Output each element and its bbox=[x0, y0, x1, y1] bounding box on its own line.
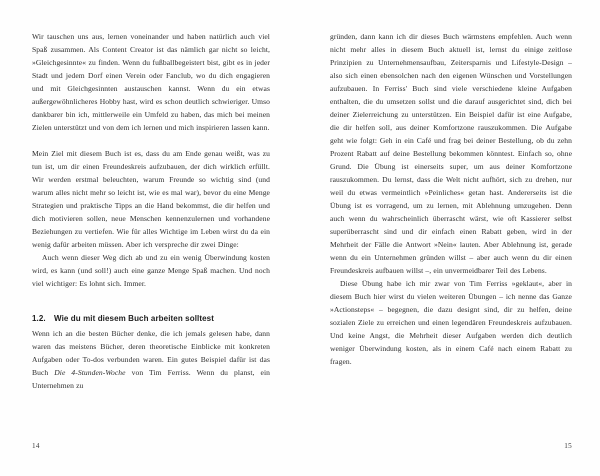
paragraph-left-1: Wir tauschen uns aus, lernen voneinander und haben natürlich auch viel Spaß zusammen. Als Content Creator ist das nämlich gar nicht so leicht, »Gleichgesinnte« zu finden. Wenn du fußballbegeistert bist, gibt es in jeder Stadt und jedem Dorf einen Verein oder Fanclub, wo du dich engagieren und mit Gleichgesinnten austauschen kannst. Wenn du ein etwas außergewöhnlicheres Hobby hast, wird es schon deutlich schwieriger. Umso dankbarer bin ich, mittlerweile ein Umfeld zu haben, das mich bei meinen Zielen unterstützt und von dem ich lernen und mich inspirieren lassen kann. bbox=[32, 32, 270, 132]
paragraph-right-2: Diese Übung habe ich mir zwar von Tim Ferriss »geklaut«, aber in diesem Buch hier wirst du vielen weiteren Übungen – ich nenne das Ganze »Actionsteps« – begegnen, die dazu designt sind, dir zu helfen, deine sozialen Ziele zu erreichen und einen legendären Freundeskreis aufzubauen. Und keine Angst, die Mehrheit dieser Aufgaben werden dich deutlich weniger Überwindung kosten, als in einem Café nach einem Rabatt zu fragen. bbox=[330, 279, 572, 366]
page-number-left: 14 bbox=[32, 442, 40, 450]
paragraph-left-4-tail: von Tim Ferriss. Wenn du planst, ein Unternehmen zu bbox=[32, 368, 271, 390]
section-heading bbox=[32, 312, 270, 325]
book-title-italic: Die 4-Stunden-Woche bbox=[54, 368, 126, 377]
section-heading-text: Wie du mit diesem Buch arbeiten solltest bbox=[54, 314, 214, 323]
paragraph-left-4 bbox=[32, 327, 270, 392]
page-number-right: 15 bbox=[564, 442, 572, 450]
paragraph-left-2: Mein Ziel mit diesem Buch ist es, dass du am Ende genau weißt, was zu tun ist, um dir einen Freundeskreis aufzubauen, der dich wirklich erfüllt. Wir werden erstmal beleuchten, warum Freunde so wichtig sind (und warum alles nicht mehr so leicht ist, wie es mal war), bevor du eine Menge Strategien und praktische Tipps an die Hand bekommst, die dir helfen und dich motivieren sollen, neue Menschen kennenzulernen und vorhandene Beziehungen zu vertiefen. Wie für alles Wichtige im Leben wirst du da ein wenig dafür arbeiten müssen. Aber ich verspreche dir zwei Dinge: bbox=[32, 149, 270, 249]
section-heading-number: 1.2. bbox=[32, 314, 46, 323]
left-page-textblock bbox=[32, 30, 270, 392]
right-page-textblock bbox=[330, 30, 572, 368]
paragraph-right-1: gründen, dann kann ich dir dieses Buch wärmstens empfehlen. Auch wenn nicht mehr alles in diesem Buch aktuell ist, lernst du einige zeitlose Prinzipien zu Unternehmensaufbau, Zeitersparnis und Lifestyle-Design – also sich einen ebensolchen nach den eigenen Wünschen und Vorstellungen aufzubauen. In Ferriss' Buch sind viele verschiedene kleine Aufgaben enthalten, die du umsetzen sollst und die darauf ausgerichtet sind, dich bei deiner Zielerreichung zu unterstützen. Ein Beispiel dafür ist eine Aufgabe, die dir helfen soll, aus deiner Komfortzone rauszukommen. Die Aufgabe geht wie folgt: Geh in ein Café und frag bei deiner Bestellung, ob du zehn Prozent Rabatt auf deine Bestellung bekommen könntest. Einfach so, ohne Grund. Die Übung ist einerseits super, um aus deiner Komfortzone rauszukommen. Du lernst, dass die Welt nicht aufhört, sich zu drehen, nur weil du etwas vermeintlich »Peinliches« getan hast. Andererseits ist die Übung ist es vorragend, um zu lernen, mit Ablehnung umzugehen. Denn auch wenn du wahrscheinlich überrascht wärst, wie oft Kassierer selbst superüberrascht sind und dir einfach einen Rabatt geben, wird in der Mehrheit der Fälle die Antwort »Nein« lauten. Aber Ablehnung ist, gerade wenn du ein Unternehmen gründen willst – aber auch wenn du dir einen Freundeskreis aufbauen willst –, ein unvermeidbarer Teil des Lebens. bbox=[330, 32, 572, 275]
paragraph-left-4-lead: Wenn ich an die besten Bücher denke, die ich jemals gelesen habe, dann waren das meistens Bücher, deren theoretische Einblicke mit konkreten Aufgaben oder To-dos verbunden waren. Ein gutes Beispiel dafür ist das Buch bbox=[32, 329, 270, 377]
right-page bbox=[300, 0, 600, 476]
paragraph-left-3: Auch wenn dieser Weg dich ab und zu ein wenig Überwindung kosten wird, es kann (und soll!) auch eine ganze Menge Spaß machen. Und noch viel wichtiger: Es lohnt sich. Immer. bbox=[32, 253, 270, 288]
